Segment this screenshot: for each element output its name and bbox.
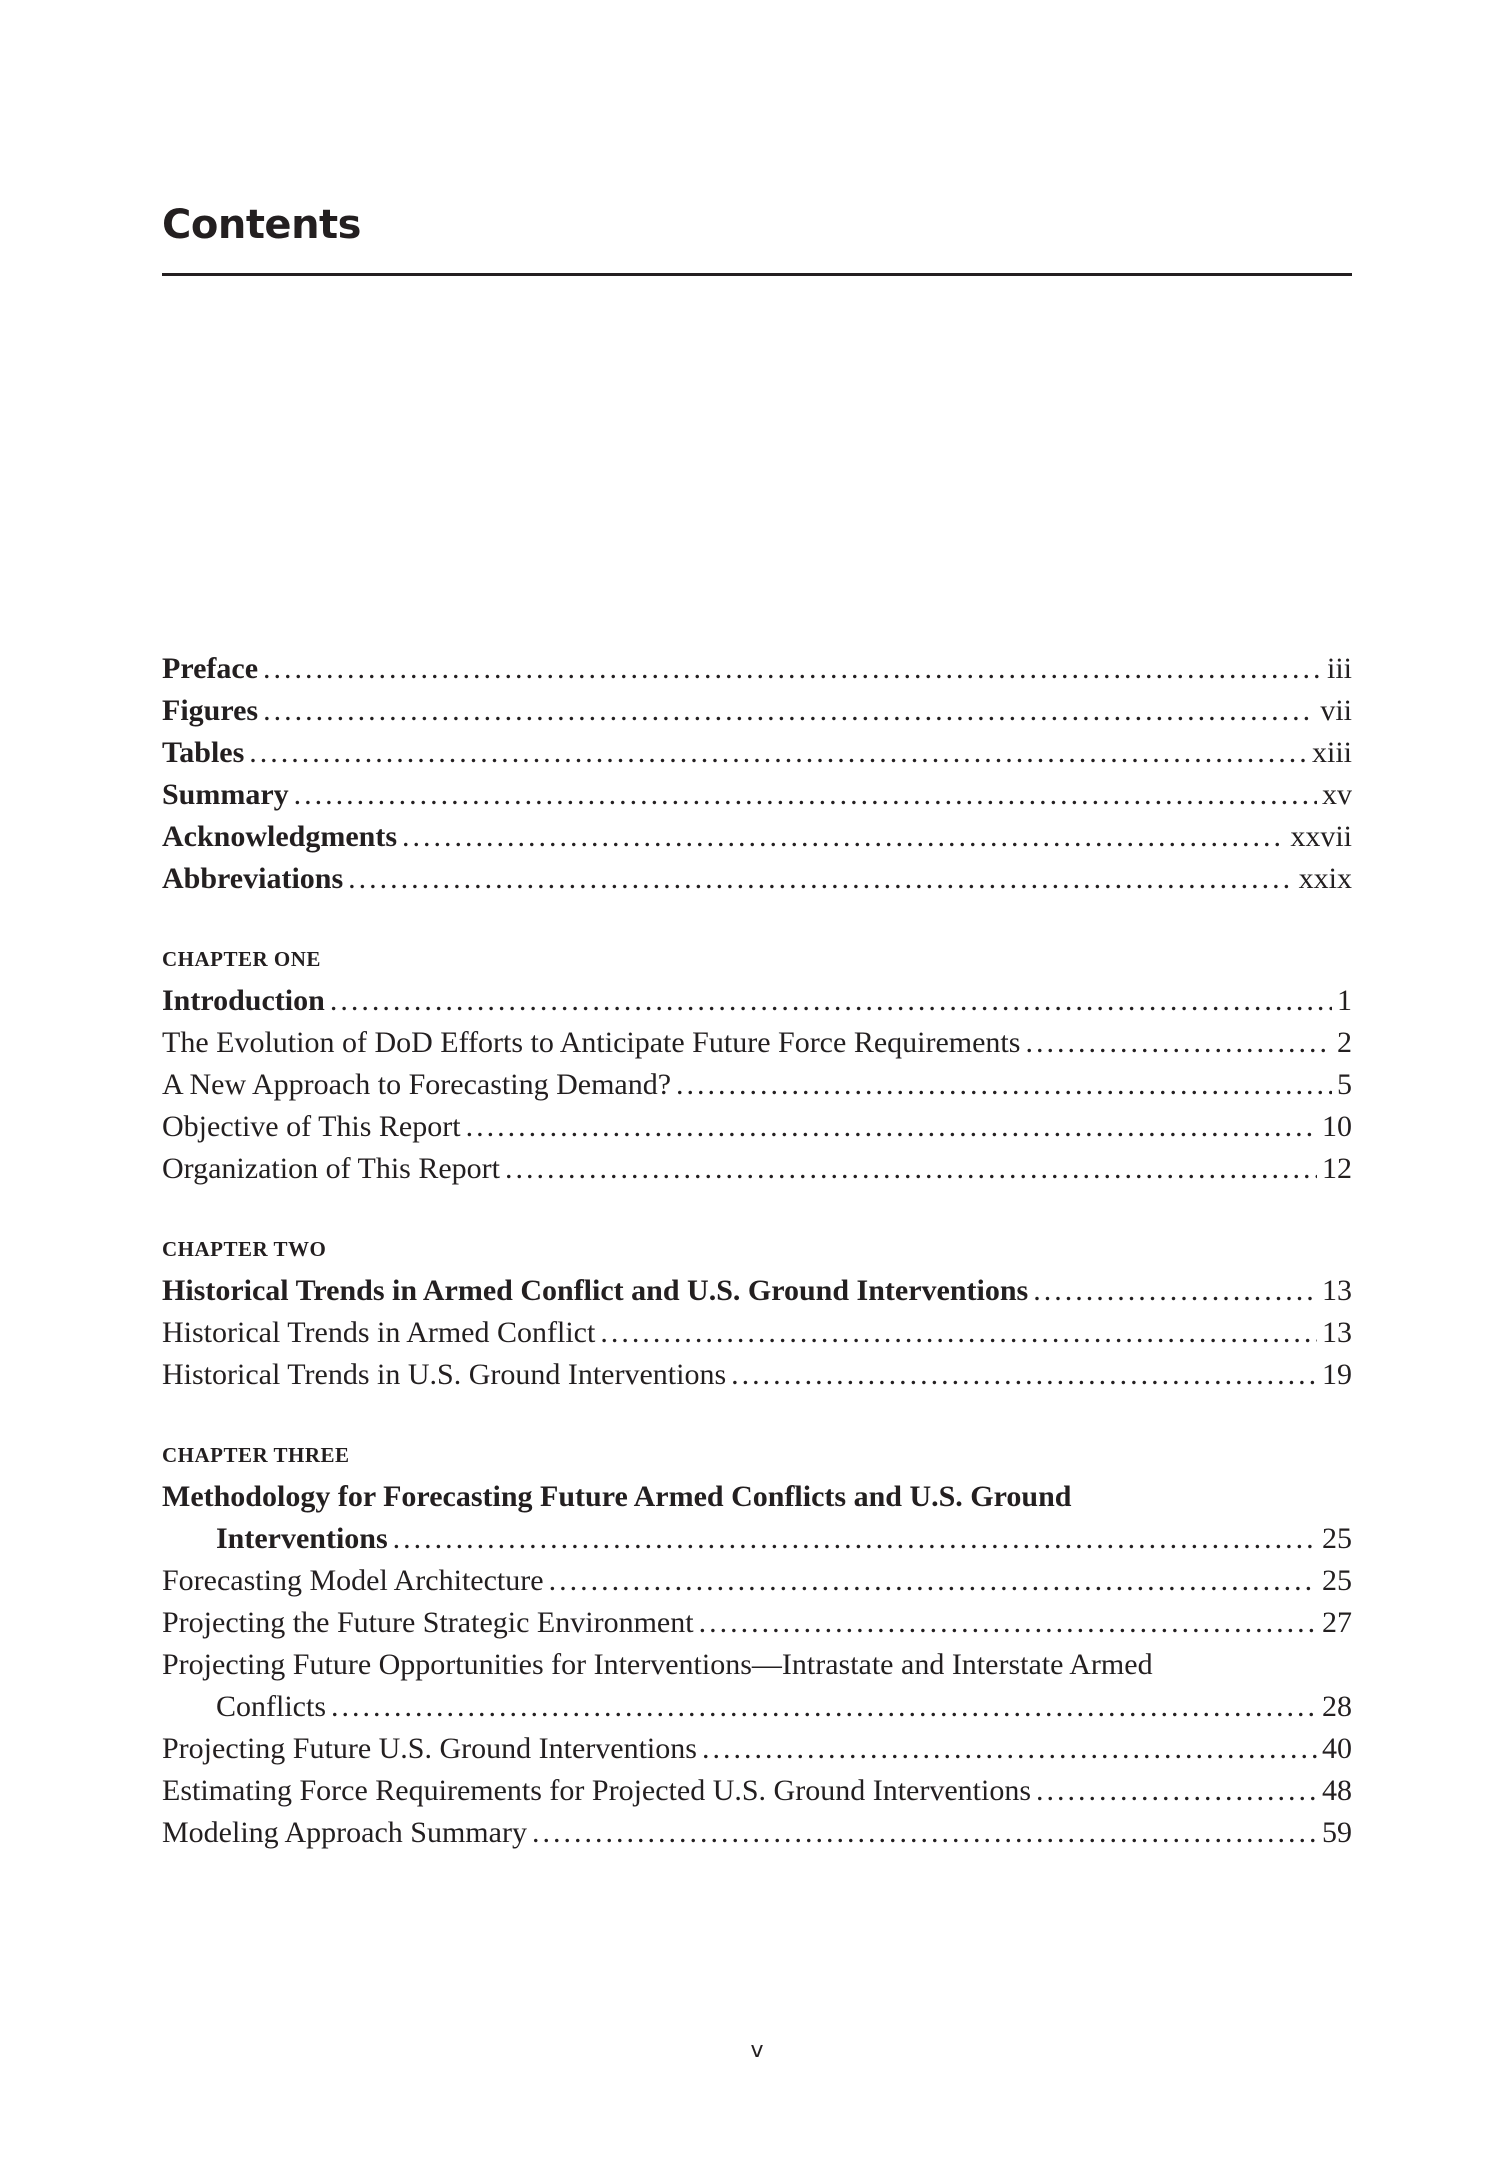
- toc-entry-label: Introduction: [162, 984, 325, 1017]
- toc-page-number: xv: [1322, 778, 1352, 811]
- toc-entry-acknowledgments[interactable]: [162, 816, 1352, 858]
- toc-section-entry[interactable]: [162, 1106, 1352, 1148]
- toc-page-number: 5: [1337, 1068, 1352, 1101]
- toc-entry-label: Organization of This Report: [162, 1152, 500, 1185]
- toc-entry-label: Historical Trends in Armed Conflict and U.S. Ground Interventions: [162, 1274, 1029, 1307]
- toc-page-number: xxvii: [1290, 820, 1352, 853]
- toc-page-number: 19: [1322, 1358, 1352, 1391]
- toc-entry-label: Tables: [162, 736, 245, 769]
- toc-page-number: 28: [1322, 1690, 1352, 1723]
- toc-page-number: iii: [1326, 652, 1352, 685]
- toc-entry-label: Projecting Future U.S. Ground Interventions: [162, 1732, 697, 1765]
- dot-leader: [263, 648, 1322, 690]
- toc-entry-summary[interactable]: [162, 774, 1352, 816]
- toc-section-entry[interactable]: [162, 1354, 1352, 1396]
- toc-page-number: 1: [1337, 984, 1352, 1017]
- dot-leader: [532, 1812, 1317, 1854]
- toc-section-entry[interactable]: [162, 1686, 1352, 1728]
- toc-page-number: 48: [1322, 1774, 1352, 1807]
- toc-section-entry[interactable]: [162, 1312, 1352, 1354]
- toc-entry-label: A New Approach to Forecasting Demand?: [162, 1068, 672, 1101]
- toc-entry-label: Abbreviations: [162, 862, 344, 895]
- toc-section-entry[interactable]: [162, 1022, 1352, 1064]
- toc-entry-label: Conflicts: [216, 1690, 326, 1723]
- dot-leader: [702, 1728, 1317, 1770]
- table-of-contents: [162, 648, 1352, 1854]
- toc-section-entry[interactable]: [162, 1064, 1352, 1106]
- dot-leader: [330, 980, 1332, 1022]
- toc-entry-label: Interventions: [216, 1522, 388, 1555]
- toc-page-number: 2: [1337, 1026, 1352, 1059]
- toc-chapter-title[interactable]: [162, 1518, 1352, 1560]
- toc-entry-label: Summary: [162, 778, 289, 811]
- toc-entry-label: Preface: [162, 652, 259, 685]
- toc-page-number: 13: [1322, 1274, 1352, 1307]
- toc-entry-tables[interactable]: [162, 732, 1352, 774]
- toc-page-number: 40: [1322, 1732, 1352, 1765]
- toc-section-entry-line[interactable]: Projecting Future Opportunities for Interventions—Intrastate and Interstate Armed: [162, 1648, 1153, 1681]
- dot-leader: [731, 1354, 1317, 1396]
- dot-leader: [549, 1560, 1317, 1602]
- toc-entry-label: Projecting the Future Strategic Environment: [162, 1606, 694, 1639]
- toc-page-number: 59: [1322, 1816, 1352, 1849]
- dot-leader: [676, 1064, 1332, 1106]
- toc-entry-abbreviations[interactable]: [162, 858, 1352, 900]
- dot-leader: [348, 858, 1294, 900]
- toc-chapter-title-line[interactable]: Methodology for Forecasting Future Armed Conflicts and U.S. Ground: [162, 1480, 1072, 1513]
- toc-page-number: xiii: [1311, 736, 1352, 769]
- toc-entry-label: Historical Trends in U.S. Ground Interventions: [162, 1358, 727, 1391]
- chapter-heading: CHAPTER THREE: [162, 1443, 350, 1467]
- dot-leader: [1025, 1022, 1332, 1064]
- document-page: [162, 0, 1352, 2160]
- toc-page-number: 25: [1322, 1522, 1352, 1555]
- toc-entry-label: Estimating Force Requirements for Projected U.S. Ground Interventions: [162, 1774, 1031, 1807]
- toc-entry-label: Objective of This Report: [162, 1110, 461, 1143]
- toc-entry-label: The Evolution of DoD Efforts to Anticipate Future Force Requirements: [162, 1026, 1021, 1059]
- toc-page-number: 25: [1322, 1564, 1352, 1597]
- dot-leader: [505, 1148, 1317, 1190]
- toc-entry-figures[interactable]: [162, 690, 1352, 732]
- toc-chapter-title[interactable]: [162, 1270, 1352, 1312]
- toc-page-number: vii: [1320, 694, 1352, 727]
- dot-leader: [263, 690, 1315, 732]
- title-rule: [162, 273, 1352, 276]
- page-title: Contents: [162, 202, 361, 248]
- dot-leader: [600, 1312, 1317, 1354]
- toc-page-number: 10: [1322, 1110, 1352, 1143]
- toc-entry-label: Historical Trends in Armed Conflict: [162, 1316, 596, 1349]
- toc-page-number: 12: [1322, 1152, 1352, 1185]
- toc-page-number: 27: [1322, 1606, 1352, 1639]
- dot-leader: [331, 1686, 1317, 1728]
- dot-leader: [466, 1106, 1317, 1148]
- dot-leader: [393, 1518, 1317, 1560]
- dot-leader: [1033, 1270, 1317, 1312]
- toc-entry-label: Forecasting Model Architecture: [162, 1564, 544, 1597]
- toc-page-number: 13: [1322, 1316, 1352, 1349]
- toc-section-entry[interactable]: [162, 1560, 1352, 1602]
- toc-section-entry[interactable]: [162, 1602, 1352, 1644]
- dot-leader: [294, 774, 1317, 816]
- toc-page-number: xxix: [1298, 862, 1352, 895]
- toc-section-entry[interactable]: [162, 1812, 1352, 1854]
- chapter-heading: CHAPTER TWO: [162, 1237, 327, 1261]
- toc-section-entry[interactable]: [162, 1728, 1352, 1770]
- dot-leader: [402, 816, 1285, 858]
- toc-entry-label: Modeling Approach Summary: [162, 1816, 527, 1849]
- toc-section-entry[interactable]: [162, 1770, 1352, 1812]
- toc-section-entry[interactable]: [162, 1148, 1352, 1190]
- toc-entry-preface[interactable]: [162, 648, 1352, 690]
- page-number-footer: v: [750, 2038, 764, 2063]
- toc-entry-label: Figures: [162, 694, 259, 727]
- dot-leader: [699, 1602, 1317, 1644]
- toc-chapter-title[interactable]: [162, 980, 1352, 1022]
- dot-leader: [249, 732, 1307, 774]
- dot-leader: [1036, 1770, 1317, 1812]
- chapter-heading: CHAPTER ONE: [162, 947, 321, 971]
- toc-entry-label: Acknowledgments: [162, 820, 398, 853]
